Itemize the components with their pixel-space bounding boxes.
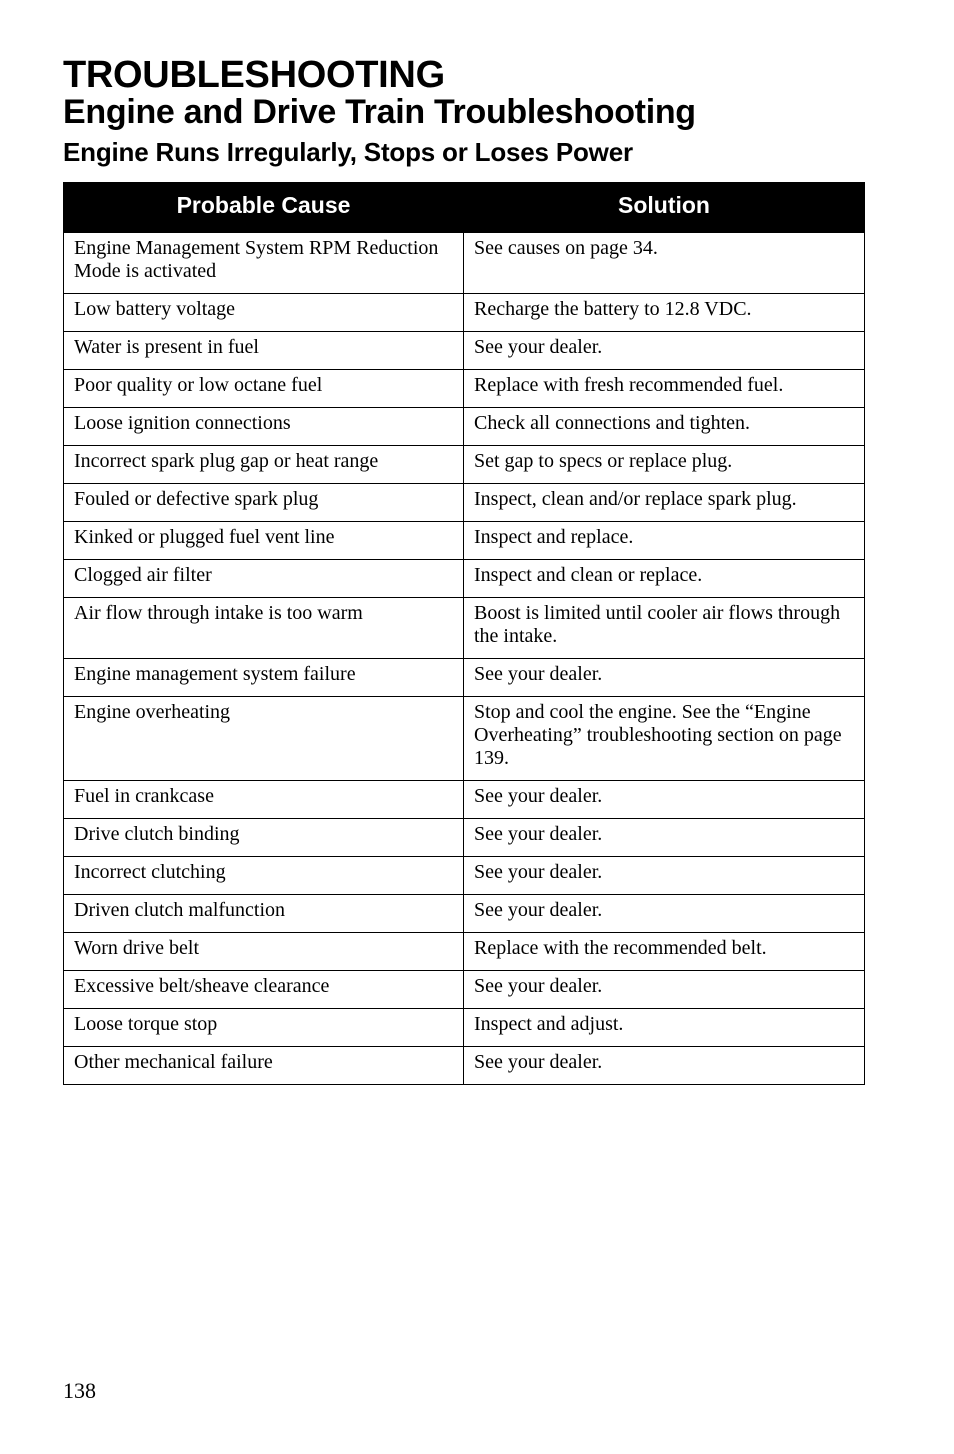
solution-cell: Recharge the battery to 12.8 VDC. [464, 294, 865, 332]
table-row [64, 446, 865, 484]
cause-cell: Drive clutch binding [64, 819, 464, 857]
solution-cell: See your dealer. [464, 895, 865, 933]
solution-cell: Boost is limited until cooler air flows through the intake. [464, 598, 865, 659]
solution-cell: See causes on page 34. [464, 233, 865, 294]
solution-cell: Inspect, clean and/or replace spark plug. [464, 484, 865, 522]
cause-cell: Loose torque stop [64, 1009, 464, 1047]
cause-cell: Driven clutch malfunction [64, 895, 464, 933]
header-row [64, 183, 865, 233]
cause-cell: Water is present in fuel [64, 332, 464, 370]
cause-cell: Low battery voltage [64, 294, 464, 332]
table-body [64, 233, 865, 1085]
table-row [64, 1047, 865, 1085]
cause-cell: Worn drive belt [64, 933, 464, 971]
solution-cell: See your dealer. [464, 332, 865, 370]
table-row [64, 560, 865, 598]
page-number: 138 [63, 1378, 96, 1403]
solution-cell: See your dealer. [464, 1047, 865, 1085]
cause-cell: Other mechanical failure [64, 1047, 464, 1085]
solution-cell: Inspect and replace. [464, 522, 865, 560]
table-row [64, 857, 865, 895]
table-row [64, 971, 865, 1009]
table-row [64, 484, 865, 522]
table-row [64, 370, 865, 408]
solution-cell: Check all connections and tighten. [464, 408, 865, 446]
cause-cell: Incorrect spark plug gap or heat range [64, 446, 464, 484]
page-title: TROUBLESHOOTING [63, 54, 445, 96]
solution-cell: See your dealer. [464, 781, 865, 819]
solution-cell: Set gap to specs or replace plug. [464, 446, 865, 484]
cause-cell: Incorrect clutching [64, 857, 464, 895]
table-row [64, 781, 865, 819]
header-probable-cause: Probable Cause [64, 183, 464, 233]
cause-cell: Fouled or defective spark plug [64, 484, 464, 522]
table-row [64, 332, 865, 370]
cause-cell: Loose ignition connections [64, 408, 464, 446]
table-row [64, 933, 865, 971]
table-row [64, 598, 865, 659]
troubleshooting-table [63, 182, 865, 1085]
table-row [64, 659, 865, 697]
solution-cell: Replace with fresh recommended fuel. [464, 370, 865, 408]
cause-cell: Engine Management System RPM Reduction Mode is activated [64, 233, 464, 294]
solution-cell: Replace with the recommended belt. [464, 933, 865, 971]
solution-cell: See your dealer. [464, 659, 865, 697]
table-header [64, 183, 865, 233]
cause-cell: Engine management system failure [64, 659, 464, 697]
cause-cell: Fuel in crankcase [64, 781, 464, 819]
table-row [64, 819, 865, 857]
solution-cell: See your dealer. [464, 819, 865, 857]
header-solution: Solution [464, 183, 865, 233]
table-row [64, 233, 865, 294]
cause-cell: Poor quality or low octane fuel [64, 370, 464, 408]
cause-cell: Kinked or plugged fuel vent line [64, 522, 464, 560]
cause-cell: Air flow through intake is too warm [64, 598, 464, 659]
solution-cell: Stop and cool the engine. See the “Engine Overheating” troubleshooting section on page 139. [464, 697, 865, 781]
cause-cell: Clogged air filter [64, 560, 464, 598]
table-row [64, 522, 865, 560]
table-row [64, 697, 865, 781]
section-title: Engine and Drive Train Troubleshooting [63, 93, 696, 131]
solution-cell: Inspect and adjust. [464, 1009, 865, 1047]
table-row [64, 408, 865, 446]
solution-cell: Inspect and clean or replace. [464, 560, 865, 598]
cause-cell: Excessive belt/sheave clearance [64, 971, 464, 1009]
subsection-title: Engine Runs Irregularly, Stops or Loses Power [63, 137, 633, 167]
solution-cell: See your dealer. [464, 857, 865, 895]
table-row [64, 895, 865, 933]
table-row [64, 1009, 865, 1047]
solution-cell: See your dealer. [464, 971, 865, 1009]
cause-cell: Engine overheating [64, 697, 464, 781]
table-row [64, 294, 865, 332]
